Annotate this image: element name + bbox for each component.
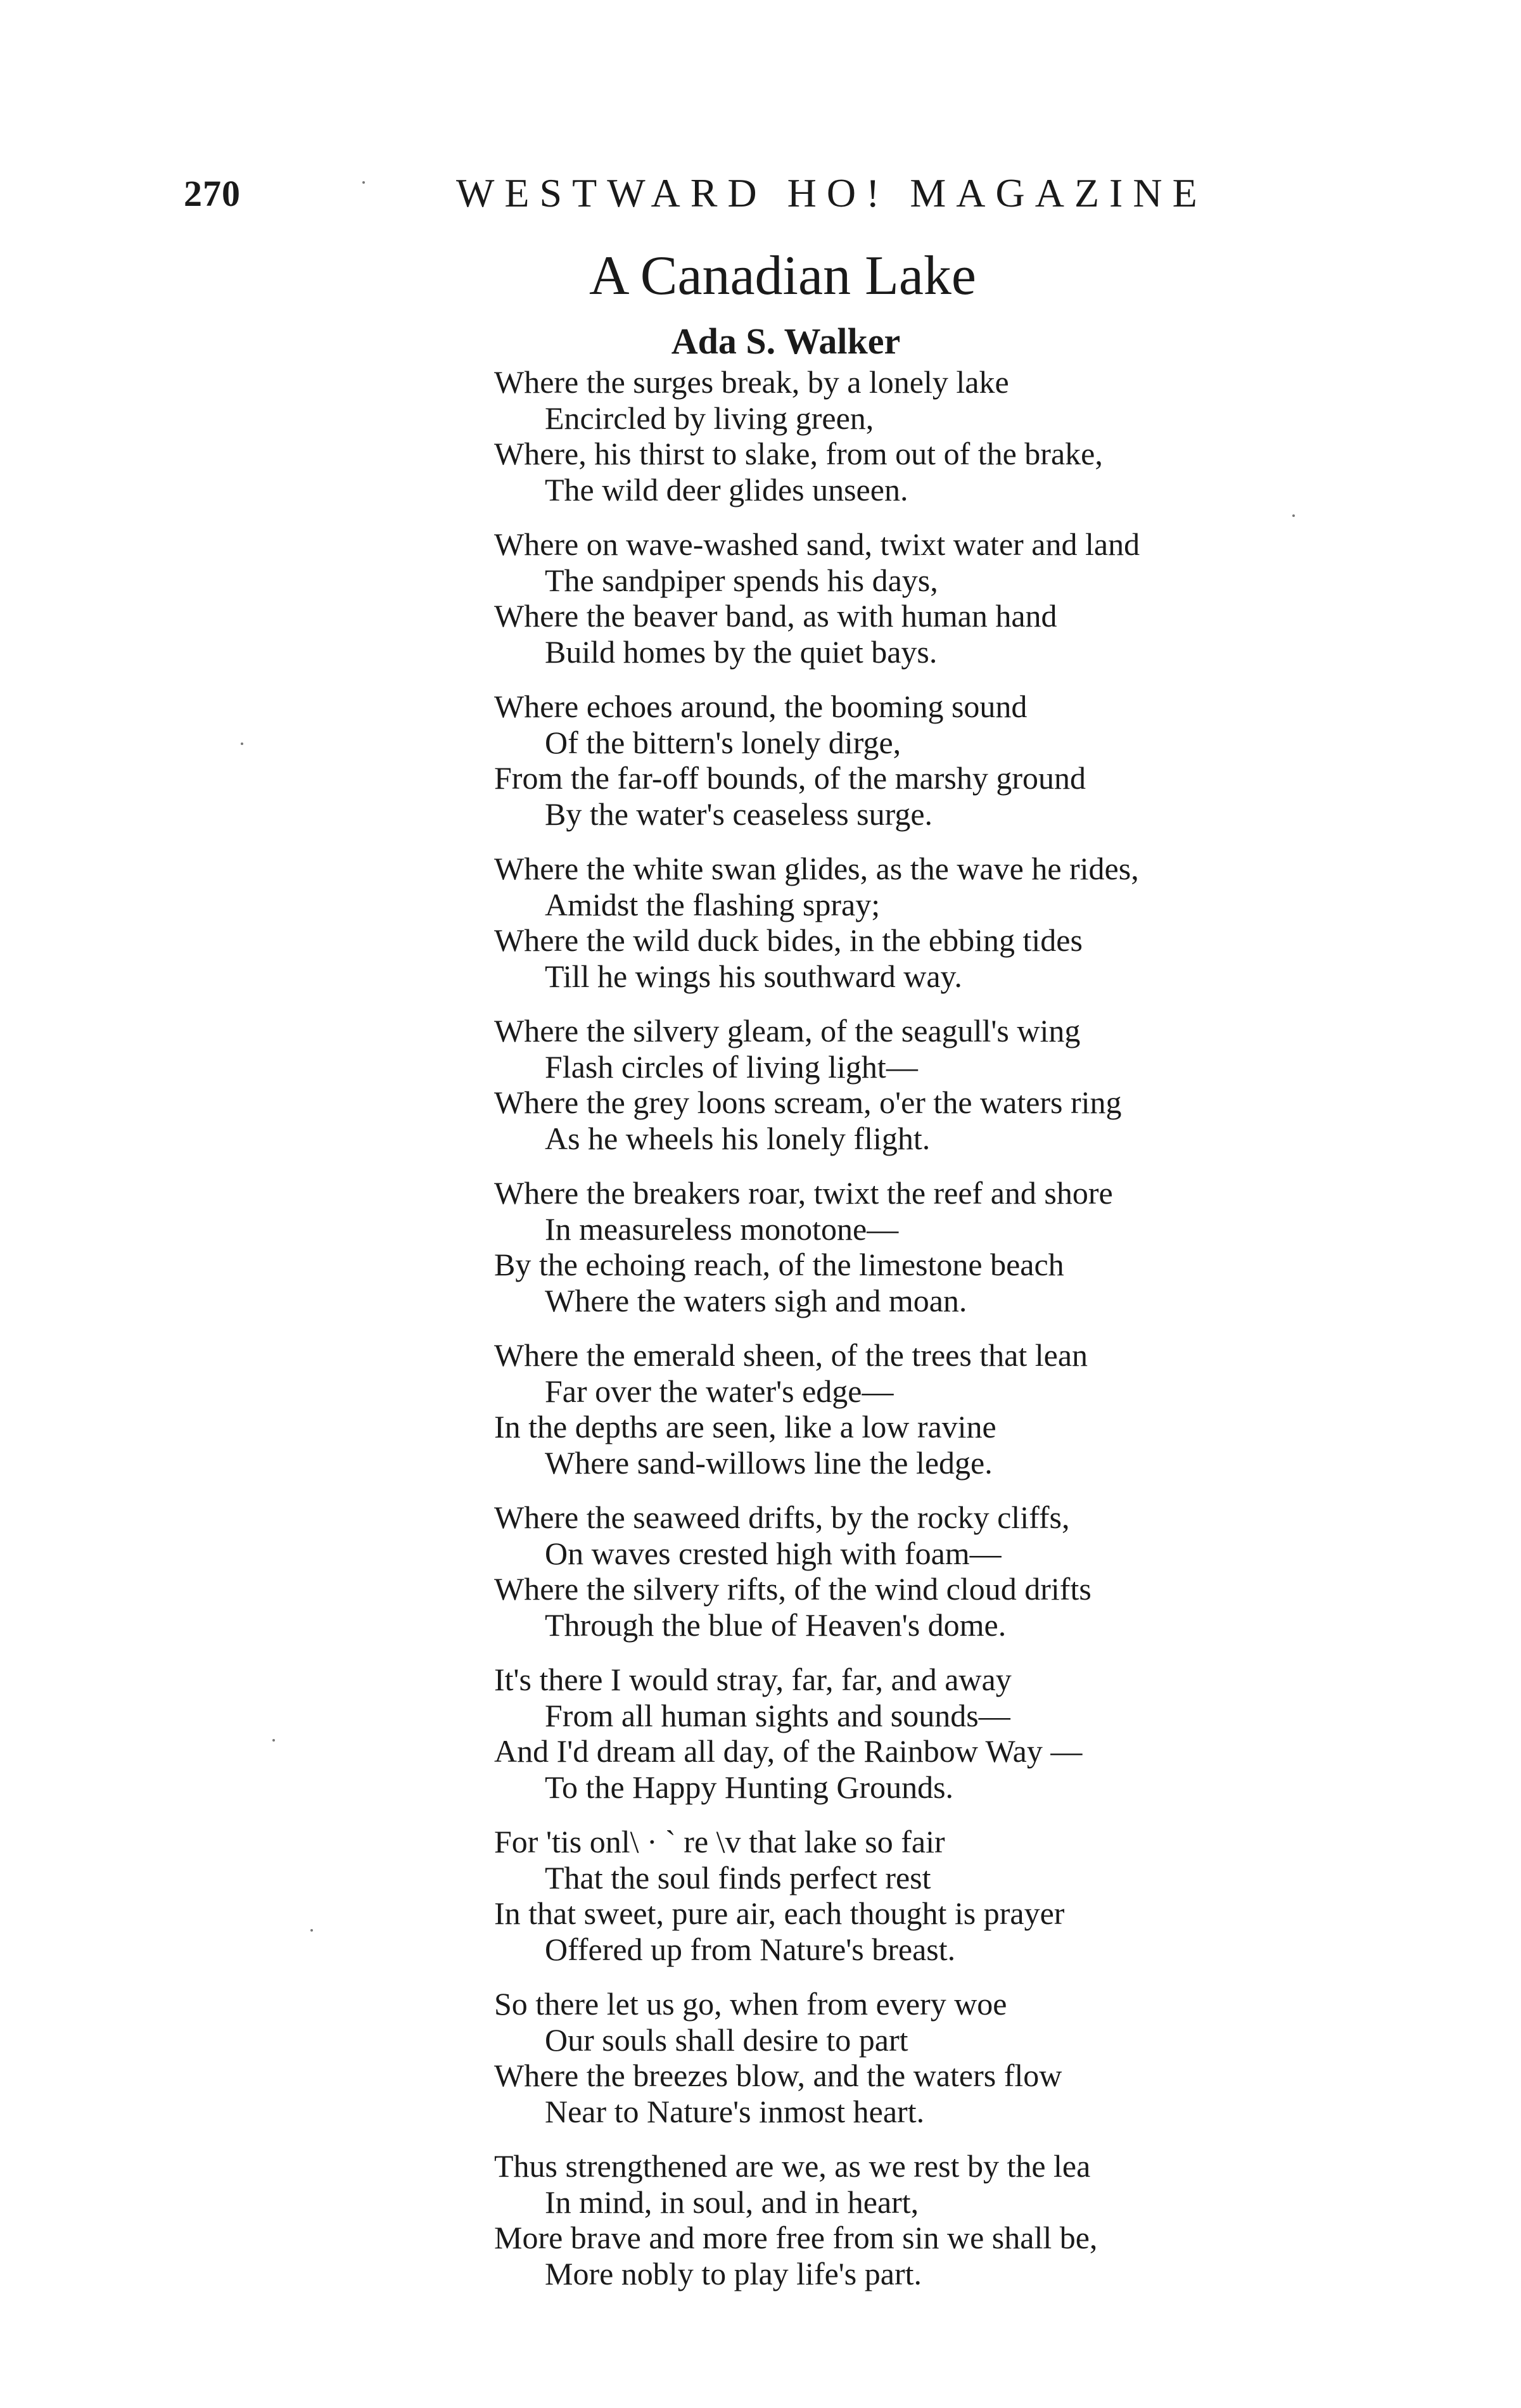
poem-line: Our souls shall desire to part [545,2022,908,2058]
poem-line: Near to Nature's inmost heart. [545,2093,925,2129]
poem-line: From all human sights and sounds— [545,1697,1010,1733]
stanza [494,851,1318,994]
poem-line: More brave and more free from sin we shall be, [494,2220,1098,2255]
poem-line: For 'tis onl\ · ˋ re \v that lake so fair [494,1824,945,1859]
poem-line: The wild deer glides unseen. [545,471,908,507]
poem-line: More nobly to play life's part. [545,2255,922,2291]
poem-line: Where the seaweed drifts, by the rocky cliffs, [494,1500,1070,1535]
poem-line: By the echoing reach, of the limestone beach [494,1247,1064,1282]
poem-line: Where the white swan glides, as the wave he rides, [494,851,1139,886]
poem-line: Where the silvery rifts, of the wind cloud drifts [494,1571,1091,1607]
poem-line: In the depths are seen, like a low ravine [494,1409,996,1444]
stanza [494,364,1318,507]
poem-line: Offered up from Nature's breast. [545,1931,956,1967]
poem-line: In measureless monotone— [545,1211,899,1247]
poem-line: The sandpiper spends his days, [545,562,938,598]
stanza [494,1500,1318,1643]
poem-line: Where the beaver band, as with human hand [494,598,1057,634]
stanza [494,689,1318,832]
poem-line: Of the bittern's lonely dirge, [545,724,901,760]
running-head: WESTWARD HO! MAGAZINE [456,170,1207,215]
page-number: 270 [184,173,241,214]
stanza [494,2148,1318,2291]
poem-line: As he wheels his lonely flight. [545,1120,931,1156]
poem-line: On waves crested high with foam— [545,1535,1002,1571]
stanza [494,1337,1318,1481]
stanza [494,1824,1318,1967]
poem-line: It's there I would stray, far, far, and away [494,1662,1012,1697]
stanza [494,1175,1318,1318]
poem-line: In mind, in soul, and in heart, [545,2184,919,2220]
poem-line: By the water's ceaseless surge. [545,796,933,832]
poem-line: In that sweet, pure air, each thought is prayer [494,1895,1065,1931]
poem-line: Amidst the flashing spray; [545,886,881,922]
poem-body [494,364,1318,2310]
paper-speck [241,742,243,745]
poem-line: From the far-off bounds, of the marshy ground [494,760,1086,796]
stanza [494,1662,1318,1805]
stanza [494,1013,1318,1156]
poem-line: Through the blue of Heaven's dome. [545,1607,1007,1643]
poem-line: Where the breakers roar, twixt the reef and shore [494,1175,1113,1211]
poem-author: Ada S. Walker [671,321,901,362]
poem-line: Where the waters sigh and moan. [545,1282,967,1318]
poem-line: Thus strengthened are we, as we rest by the lea [494,2148,1091,2184]
poem-line: Where sand-willows line the ledge. [545,1444,993,1481]
poem-line: Where the breezes blow, and the waters flow [494,2058,1062,2093]
stanza [494,1986,1318,2129]
poem-line: Where the surges break, by a lonely lake [494,364,1009,400]
poem-line: Far over the water's edge— [545,1373,894,1409]
poem-line: Flash circles of living light— [545,1048,918,1085]
poem-line: So there let us go, when from every woe [494,1986,1007,2022]
poem-line: Build homes by the quiet bays. [545,634,938,670]
stanza [494,526,1318,670]
paper-speck [272,1739,275,1742]
poem-line: And I'd dream all day, of the Rainbow Way — [494,1733,1083,1769]
poem-line: That the soul finds perfect rest [545,1859,931,1895]
poem-line: Where the silvery gleam, of the seagull's wing [494,1013,1081,1048]
poem-line: Where the grey loons scream, o'er the waters ring [494,1085,1122,1120]
poem-line: Encircled by living green, [545,400,874,436]
poem-line: Where echoes around, the booming sound [494,689,1028,724]
poem-line: Where, his thirst to slake, from out of the brake, [494,436,1103,471]
poem-title: A Canadian Lake [589,245,976,307]
poem-line: Where on wave-washed sand, twixt water and land [494,526,1140,562]
poem-line: Where the wild duck bides, in the ebbing tides [494,922,1083,958]
poem-line: Till he wings his southward way. [545,958,962,994]
paper-speck [310,1929,313,1932]
paper-speck [1292,514,1295,517]
poem-line: Where the emerald sheen, of the trees that lean [494,1337,1088,1373]
poem-line: To the Happy Hunting Grounds. [545,1769,954,1805]
paper-speck [362,181,365,184]
